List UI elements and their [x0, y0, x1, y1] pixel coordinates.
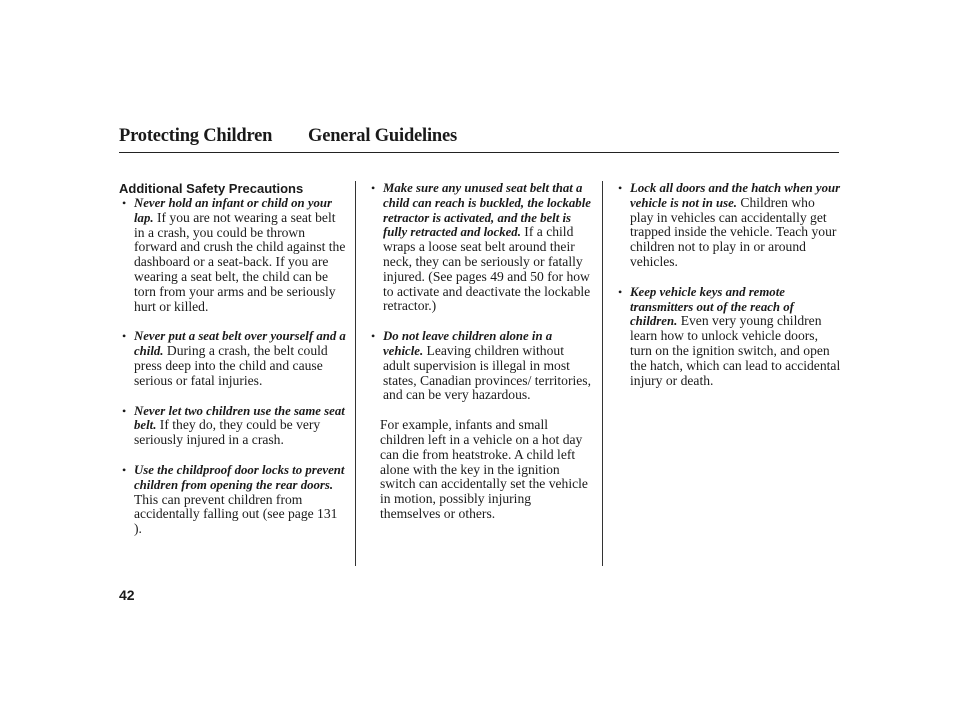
bullet-lead: Use the childproof door locks to prevent children from opening the rear doors. — [134, 462, 345, 492]
bullet-text: During a crash, the belt could press deep into the child and cause serious or fatal injuries. — [134, 343, 328, 388]
bullet-icon: • — [122, 462, 127, 477]
bullet-lead: Never hold an infant or child on your lap. — [134, 196, 333, 225]
bullet-text: Children who play in vehicles can accidentally get trapped inside the vehicle. Teach your children not to play in or around vehicles. — [630, 194, 837, 269]
bullet-text: Leaving children without adult supervision is illegal in most states, Canadian provinces/ territories, and can be very hazardous. — [383, 342, 591, 403]
bullet-lead: Never let two children use the same seat belt. — [134, 403, 345, 433]
column-2 — [368, 181, 592, 522]
section-title: Protecting Children — [119, 126, 273, 146]
column-1 — [119, 181, 347, 537]
bullet-item — [119, 404, 347, 448]
bullet-icon: • — [122, 196, 127, 210]
page-header — [119, 124, 839, 153]
bullet-item — [119, 196, 347, 314]
bullet-text: If they do, they could be very seriously injured in a crash. — [134, 417, 321, 448]
bullet-lead: Do not leave children alone in a vehicle. — [383, 329, 553, 358]
bullet-text: This can prevent children from accidentally falling out (see page 131 ). — [134, 491, 338, 537]
bullet-icon: • — [371, 329, 376, 344]
page-title: General Guidelines — [308, 126, 458, 146]
bullet-item — [119, 463, 347, 537]
bullet-text: If you are not wearing a seat belt in a crash, you could be thrown forward and crush the child against the dashboard or a seat-back. If you are wearing a seat belt, the child can be torn from your arms and be seriously hurt or killed. — [134, 209, 346, 314]
bullet-icon: • — [371, 181, 376, 195]
paragraph: For example, infants and small children left in a vehicle on a hot day can die from heatstroke. A child left alone with the key in the ignition switch can accidentally set the vehicle in motion, possibly injuring themselves or others. — [380, 417, 588, 521]
bullet-item — [119, 329, 347, 388]
column-divider — [602, 181, 603, 566]
bullet-lead: Never put a seat belt over yourself and a child. — [134, 329, 346, 359]
bullet-lead: Make sure any unused seat belt that a child can reach is buckled, the lockable retractor is activated, and the belt is fully retracted and locked. — [383, 181, 591, 240]
bullet-icon: • — [122, 329, 127, 344]
column-3 — [615, 181, 841, 388]
bullet-icon: • — [122, 403, 127, 418]
bullet-item — [368, 329, 592, 403]
bullet-lead: Keep vehicle keys and remote transmitters out of the reach of children. — [630, 284, 794, 329]
page-number: 42 — [119, 587, 135, 603]
subheading: Additional Safety Precautions — [119, 181, 304, 196]
bullet-text: If a child wraps a loose seat belt around their neck, they can be seriously or fatally injured. (See pages 49 and 50 for how to activate and deactivate the lockable retractor.) — [383, 224, 591, 314]
bullet-icon: • — [618, 284, 623, 299]
bullet-item — [615, 285, 841, 389]
bullet-lead: Lock all doors and the hatch when your vehicle is not in use. — [630, 181, 841, 210]
bullet-icon: • — [618, 181, 623, 195]
column-divider — [355, 181, 356, 566]
bullet-item — [615, 181, 841, 270]
bullet-item — [368, 181, 592, 314]
bullet-text: Even very young children learn how to unlock vehicle doors, turn on the ignition switch, and open the hatch, which can lead to accidental injury or death. — [630, 313, 841, 388]
